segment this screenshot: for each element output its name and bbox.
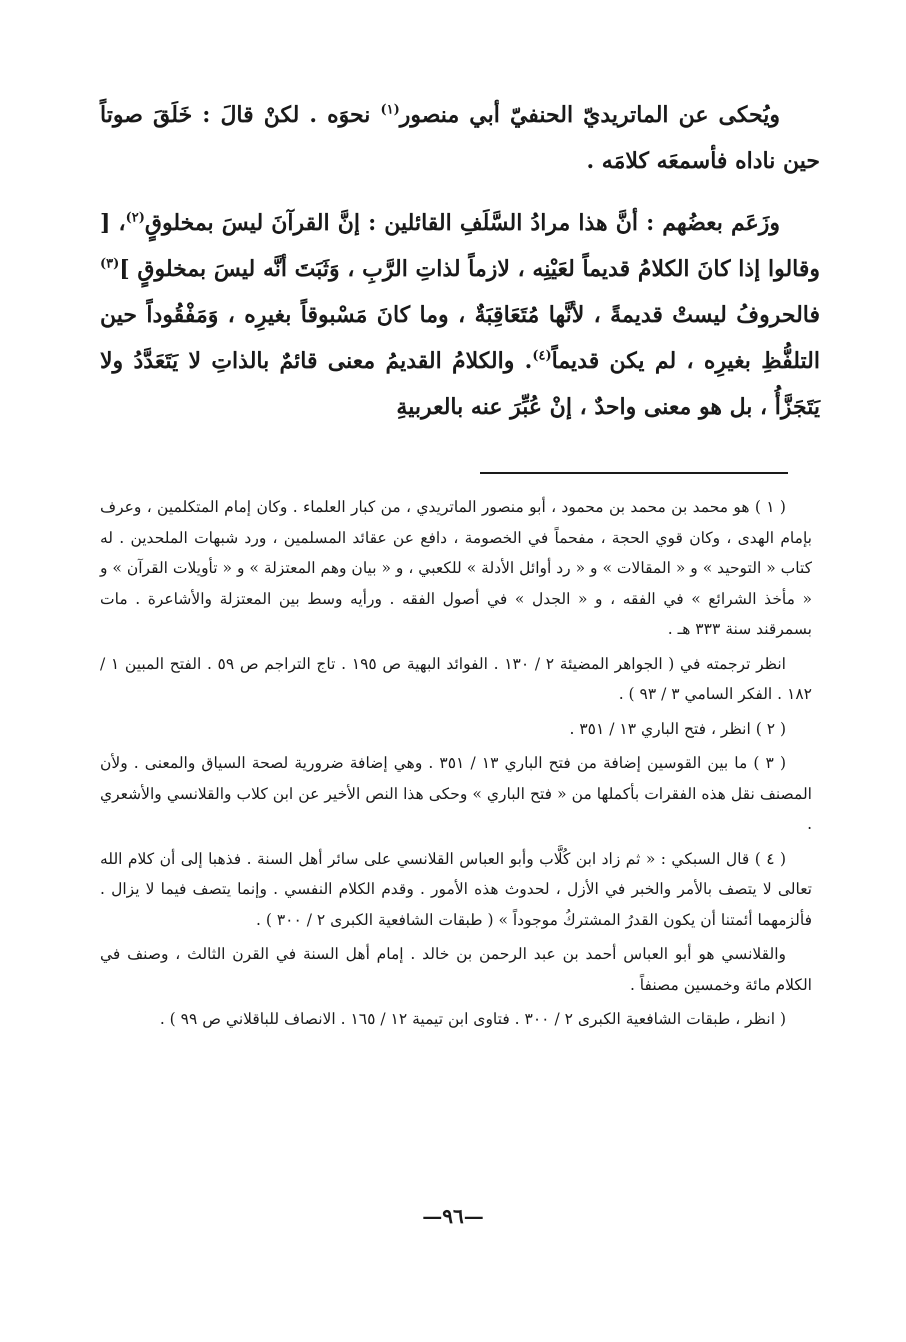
paragraph-1 (100, 92, 820, 184)
footnote-ref-4: (٤) (532, 348, 552, 364)
footnote-separator (480, 472, 788, 474)
footnote-1 (100, 492, 812, 645)
footnotes (100, 492, 812, 1039)
footnote-ref-1: (١) (380, 102, 400, 118)
paragraph-2 (100, 200, 820, 430)
footnote-ref-3: (٣) (100, 256, 120, 272)
paragraph-1-text-b: نحوَه . لكنْ قالَ : خَلَقَ صوتاً حين ناداه فأسمعَه كلامَه . (100, 102, 820, 174)
paragraph-2-text-a: وزَعَم بعضُهم : أنَّ هذا مرادُ السَّلَفِ القائلين : إنَّ القرآنَ ليسَ بمخلوقٍ (144, 210, 780, 236)
paragraph-2-text-c: فالحروفُ ليستْ قديمةً ، لأنَّها مُتَعَاقِبَةٌ ، وما كانَ مَسْبوقاً بغيرِه ، وَمَفْقُوداً حين التلفُّظِ بغيرِه ، لم يكن قديماً (100, 302, 820, 374)
main-text (100, 92, 820, 430)
footnote-4-text: ( ٤ ) قال السبكي : « ثم زاد ابن كُلَّاب وأبو العباس القلانسي على سائر أهل السنة . فذهبا إلى أن كلام الله تعالى لا يتصف بالأمر والخبر في الأزل ، لحدوث هذه الأمور . وقدم الكلام النفسي . وإنما يتصف فيما لا يزال . فألزمهما أئمتنا أن يكون القدرُ المشتركُ موجوداً » ( طبقات الشافعية الكبرى ٢ / ٣٠٠ ) . (100, 849, 812, 929)
page-number: —٩٦— (422, 1204, 484, 1228)
footnote-4-qalanisi (100, 939, 812, 1000)
footnote-3-text: ( ٣ ) ما بين القوسين إضافة من فتح الباري ١٣ / ٣٥١ . وهي إضافة ضرورية لصحة السياق والمعنى . ولأن المصنف نقل هذه الفقرات بأكملها من « فتح الباري » وحكى هذا النص الأخير عن ابن كلاب والقلانسي والأشعري . (100, 754, 812, 833)
footnote-4-references (100, 1004, 812, 1035)
footnote-2-text: ( ٢ ) انظر ، فتح الباري ١٣ / ٣٥١ . (569, 719, 786, 738)
footnote-3 (100, 748, 812, 840)
footnote-ref-2: (٢) (125, 210, 145, 226)
footnote-4-references-text: ( انظر ، طبقات الشافعية الكبرى ٢ / ٣٠٠ . فتاوى ابن تيمية ١٢ / ١٦٥ . الانصاف للباقلاني ص ٩٩ ) . (159, 1010, 786, 1028)
footnote-1-text: ( ١ ) هو محمد بن محمد بن محمود ، أبو منصور الماتريدي ، من كبار العلماء . وكان إمام المتكلمين ، وعرف بإمام الهدى ، وكان قوي الحجة ، مفحماً في الخصومة ، دافع عن عقائد المسلمين ، ورد شبهات الملحدين . له كتاب « التوحيد » و « المقالات » و « رد أوائل الأدلة » للكعبي ، و « بيان وهم المعتزلة » و « تأويلات القرآن » و « مأخذ الشرائع » في الفقه ، و « الجدل » في أصول الفقه . ورأيه وسط بين المعتزلة والأشاعرة . مات بسمرقند سنة ٣٣٣ هـ . (100, 498, 812, 638)
paragraph-2-text-b: ، [ وقالوا إذا كانَ الكلامُ قديماً لعَيْنِه ، لازماً لذاتِ الرَّبِ ، وَثَبَتَ أنَّه ليسَ بمخلوقٍ ] (100, 210, 820, 282)
footnote-2 (100, 714, 812, 745)
paragraph-2-text-d: . والكلامُ القديمُ معنى قائمٌ بالذاتِ لا يَتَعَدَّدُ ولا يَتَجَزَّأُ ، بل هو معنى واحدٌ ، إنْ عُبِّرَ عنه بالعربيةِ (100, 348, 820, 420)
footnote-4-qalanisi-text: والقلانسي هو أبو العباس أحمد بن عبد الرحمن بن خالد . إمام أهل السنة في القرن الثالث ، وصنف في الكلام مائة وخمسين مصنفاً . (100, 945, 812, 994)
footnote-1-references (100, 649, 812, 710)
footnote-4 (100, 844, 812, 936)
paragraph-1-text-a: ويُحكى عن الماتريديّ الحنفيّ أبي منصور (399, 102, 780, 128)
footnote-1-references-text: انظر ترجمته في ( الجواهر المضيئة ٢ / ١٣٠ . الفوائد البهية ص ١٩٥ . تاج التراجم ص ٥٩ . الفتح المبين ١ / ١٨٢ . الفكر السامي ٣ / ٩٣ ) . (100, 654, 812, 703)
